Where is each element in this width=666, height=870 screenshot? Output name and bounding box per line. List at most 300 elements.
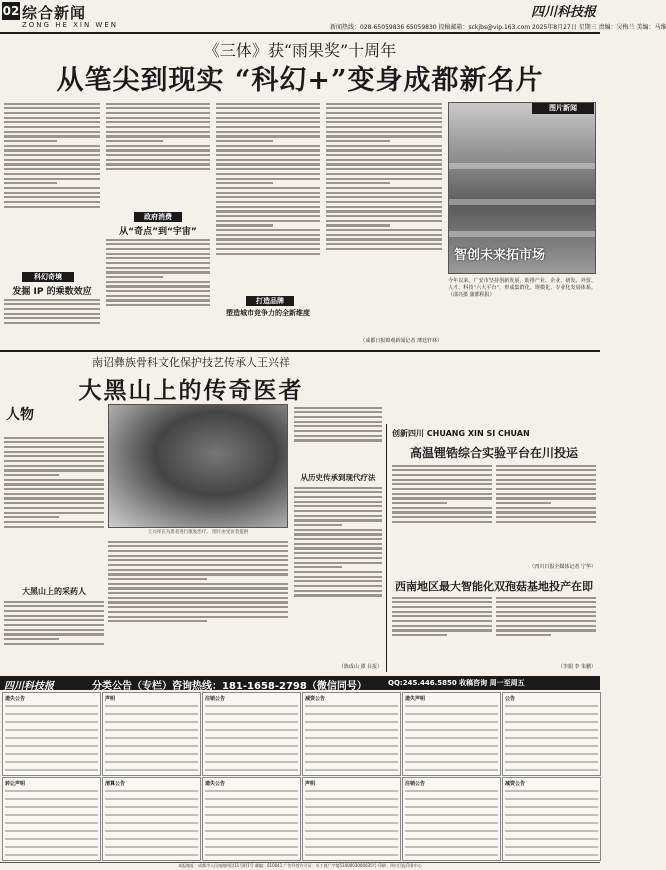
innovation-section-label: 创新四川 CHUANG XIN SI CHUAN [392,429,530,438]
text-line [326,201,442,203]
text-line [216,229,320,231]
text-line [4,187,100,189]
text-line [4,521,104,523]
text-line [106,126,210,128]
classified-ad [302,777,401,861]
classified-ad-title: 遗失公告 [205,781,226,787]
text-line [496,620,596,622]
lead-column-4 [326,100,442,336]
text-line [4,117,100,119]
text-line [305,830,398,832]
text-line [4,516,59,518]
text-line [4,135,100,137]
text-line [294,547,382,549]
text-line [294,421,382,423]
text-line [5,761,98,763]
feature-photo-caption: 王兴祥在为患者进行康复治疗。 图片由受访者提供 [147,530,249,535]
text-line [305,814,398,816]
text-line [105,753,198,755]
feature-column-1 [4,434,104,582]
text-line [4,601,104,603]
text-line [216,182,273,184]
text-line [4,488,104,490]
text-line [216,243,320,245]
classified-ad [2,692,101,776]
text-line [496,625,596,627]
text-line [326,112,442,114]
text-line [106,267,210,269]
text-line [216,135,320,137]
innovation-byline-1: （四川日报全媒体记者 宁华） [529,564,596,570]
text-line [392,615,492,617]
text-line [216,121,320,123]
text-line [4,615,104,617]
text-line [216,126,320,128]
text-line [496,483,596,485]
text-line [326,229,442,231]
text-line [505,737,598,739]
text-line [4,633,104,635]
text-line [294,411,382,413]
text-line [108,578,207,580]
text-line [392,521,492,523]
text-line [105,838,198,840]
text-line [105,854,198,856]
text-line [4,526,104,528]
text-line [326,163,442,165]
text-line [496,597,596,599]
text-line [4,624,104,626]
text-line [305,761,398,763]
classifieds-bar [0,676,600,690]
text-line [505,806,598,808]
text-line [105,737,198,739]
text-line [496,493,596,495]
column-divider [386,424,387,672]
text-line [108,616,288,618]
text-line [205,769,298,771]
text-line [216,234,320,236]
text-line [4,145,100,147]
section-title-en: ZONG HE XIN WEN [22,21,119,29]
photo-news-caption: 智创未来拓市场 [454,248,546,263]
text-line [294,576,382,578]
feature-sub-1: 大黑山上的采药人 [22,587,86,596]
text-line [305,846,398,848]
text-line [505,814,598,816]
text-line [205,729,298,731]
feature-column-2 [108,538,288,672]
text-line [294,501,382,503]
text-line [5,798,98,800]
feature-column-3 [294,404,382,468]
text-line [108,620,207,622]
text-line [4,201,100,203]
text-line [294,529,382,531]
text-line [294,407,382,409]
text-line [496,511,596,513]
classified-ad [2,777,101,861]
text-line [496,629,596,631]
text-line [106,295,210,297]
text-line [106,163,210,165]
text-line [294,510,382,512]
photo-news-tag: 图片新闻 [532,103,594,114]
text-line [205,838,298,840]
text-line [106,112,210,114]
text-line [392,611,492,613]
text-line [294,594,382,596]
text-line [305,737,398,739]
text-line [326,149,442,151]
feature-column-3b [294,484,382,662]
people-column-logo: 人物 [6,407,34,423]
feature-photo [108,404,288,528]
text-line [216,248,320,250]
text-line [305,806,398,808]
text-line [305,798,398,800]
text-line [4,192,100,194]
classified-ad-title: 减资公告 [505,781,526,787]
text-line [4,112,100,114]
text-line [4,465,104,467]
text-line [496,469,596,471]
text-line [106,103,210,105]
text-line [405,753,498,755]
text-line [326,135,442,137]
text-line [326,173,442,175]
classified-ad-title: 注销公告 [405,781,426,787]
text-line [326,248,442,250]
classifieds-logo: 四川科技报 [4,681,54,692]
text-line [496,611,596,613]
text-line [392,516,492,518]
text-line [216,196,320,198]
text-line [505,761,598,763]
text-line [294,425,382,427]
text-line [392,479,492,481]
text-line [4,308,100,310]
text-line [4,313,100,315]
text-line [4,460,104,462]
text-line [5,753,98,755]
classified-ad [502,777,601,861]
feature-byline: （陈成山 谭 目报） [338,664,382,670]
text-line [106,285,210,287]
text-line [294,571,382,573]
text-line [106,276,163,278]
text-line [294,562,382,564]
text-line [405,713,498,715]
text-line [305,822,398,824]
innovation-title-1: 高温锂锆综合实验平台在川投运 [409,446,578,460]
text-line [105,745,198,747]
text-line [392,620,492,622]
text-line [4,126,100,128]
text-line [105,721,198,723]
text-line [5,830,98,832]
text-line [108,583,288,585]
text-line [405,721,498,723]
text-line [205,761,298,763]
text-line [496,516,596,518]
text-line [405,737,498,739]
text-line [205,814,298,816]
text-line [392,597,492,599]
text-line [5,854,98,856]
classified-ad [402,692,501,776]
text-line [4,107,100,109]
text-line [294,552,382,554]
text-line [108,606,288,608]
text-line [216,149,320,151]
lead-sub-c-title: 塑造城市竞争力的全新维度 [226,309,310,317]
text-line [326,121,442,123]
text-line [392,469,492,471]
text-line [392,511,492,513]
text-line [105,713,198,715]
text-line [106,243,210,245]
text-line [505,822,598,824]
text-line [4,451,104,453]
text-line [405,790,498,792]
text-line [216,140,273,142]
text-line [4,159,100,161]
text-line [108,541,288,543]
text-line [216,159,320,161]
text-line [326,154,442,156]
text-line [108,592,288,594]
text-line [5,822,98,824]
text-line [326,126,442,128]
text-line [392,497,492,499]
text-line [205,737,298,739]
text-line [392,474,492,476]
text-line [392,625,492,627]
text-line [4,507,104,509]
text-line [294,566,342,568]
text-line [5,769,98,771]
text-line [4,163,100,165]
text-line [108,555,288,557]
classified-ad [302,692,401,776]
text-line [326,210,442,212]
text-line [4,317,100,319]
text-line [216,215,320,217]
text-line [405,705,498,707]
text-line [106,135,210,137]
text-line [294,496,382,498]
text-line [216,238,320,240]
text-line [505,798,598,800]
text-line [106,117,210,119]
text-line [505,790,598,792]
classified-ad-title: 遗失公告 [5,696,26,702]
text-line [108,601,288,603]
text-line [294,543,382,545]
text-line [216,154,320,156]
text-line [305,745,398,747]
text-line [294,439,382,441]
text-line [4,131,100,133]
text-line [505,769,598,771]
text-line [305,769,398,771]
text-line [205,798,298,800]
text-line [216,192,320,194]
classified-ad-title: 减资公告 [305,696,326,702]
text-line [106,299,210,301]
text-line [392,502,447,504]
text-line [326,196,442,198]
text-line [305,753,398,755]
text-line [294,430,382,432]
text-line [106,290,210,292]
page-number: 02 [2,4,20,18]
text-line [326,159,442,161]
classified-ad-title: 声明 [305,781,316,787]
text-line [5,806,98,808]
text-line [216,187,320,189]
text-line [216,220,320,222]
text-line [294,557,382,559]
text-line [326,182,390,184]
text-line [4,455,104,457]
text-line [5,814,98,816]
text-line [205,705,298,707]
text-line [216,163,320,165]
text-line [108,550,288,552]
feature-column-1b [4,598,104,672]
text-line [392,493,492,495]
masthead-info: 新闻热线：028-65059836 65059830 投稿邮箱：sckjbs@vip.163.com 2025年8月27日 星期三 责编：吴梅兰 美编：马维 [330,24,666,31]
text-line [294,491,382,493]
text-line [505,721,598,723]
text-line [4,638,59,640]
text-line [106,262,210,264]
paper-logo: 四川科技报 [530,5,596,20]
classifieds-title: 分类公告（专栏）咨询热线：181-1658-2798（微信同号） [92,681,367,692]
text-line [5,721,98,723]
text-line [4,493,104,495]
text-line [4,441,104,443]
text-line [496,507,596,509]
text-line [106,121,210,123]
text-line [4,483,104,485]
text-line [216,112,320,114]
page-footer: 本报地址：成都市人民南路四段11号附1号 邮编：610041 广告经营许可证：川工商广字第5100003000035号 印刷：四川日报印务中心 [0,862,600,870]
text-line [216,178,320,180]
text-line [5,745,98,747]
text-line [392,483,492,485]
text-line [4,206,100,208]
text-line [5,846,98,848]
text-line [105,814,198,816]
lead-column-2b [106,236,210,346]
lead-sub-b-title: 从“奇点”到“宇宙” [119,227,197,237]
text-line [5,737,98,739]
classifieds-qq: QQ:245.446.5850 收稿咨询 周一至周五 [388,679,525,687]
innovation-title-2: 西南地区最大智能化双孢菇基地投产在即 [395,580,593,593]
text-line [4,178,100,180]
text-line [216,253,320,255]
text-line [216,145,320,147]
text-line [4,149,100,151]
text-line [496,634,551,636]
lead-sub-b-tag: 政府消费 [134,212,182,222]
text-line [496,606,596,608]
text-line [294,519,382,521]
text-line [326,243,442,245]
classified-ad [402,777,501,861]
text-line [326,224,390,226]
text-line [405,745,498,747]
text-line [405,822,498,824]
text-line [405,798,498,800]
text-line [392,465,492,467]
text-line [108,597,288,599]
text-line [5,729,98,731]
text-line [496,479,596,481]
text-line [216,168,320,170]
text-line [4,182,57,184]
text-line [4,168,100,170]
text-line [4,154,100,156]
text-line [326,140,390,142]
text-line [294,487,382,489]
classified-ad [102,692,201,776]
text-line [496,497,596,499]
text-line [405,729,498,731]
section-divider [0,350,600,352]
classified-ad-title: 注销公告 [205,696,226,702]
text-line [106,159,210,161]
text-line [4,512,104,514]
text-line [216,206,320,208]
photo-news-note: 今年以来，广安市坚持创新发展，助推产业、企业、研发、外贸、人才、科技“六大平台”，形成集群化、规模化、专业化发展体系。（邵亮摄 蒲都程报） [448,278,596,299]
lead-byline: （成都日报锦观新闻记者 薄廷轩林） [360,338,442,344]
text-line [294,435,382,437]
text-line [326,220,442,222]
text-line [505,838,598,840]
text-line [4,497,104,499]
text-line [4,474,59,476]
text-line [106,271,210,273]
text-line [4,446,104,448]
text-line [305,854,398,856]
text-line [4,469,104,471]
text-line [405,814,498,816]
text-line [505,729,598,731]
text-line [392,629,492,631]
text-line [105,830,198,832]
text-line [405,761,498,763]
innovation-byline-2: （李娟 李 朱鹏） [557,664,596,670]
text-line [5,790,98,792]
text-line [106,239,210,241]
lead-kicker: 《三体》获“雨果奖”十周年 [203,41,397,60]
text-line [216,117,320,119]
text-line [216,103,320,105]
text-line [392,606,492,608]
text-line [106,149,210,151]
text-line [505,705,598,707]
classified-ad [102,777,201,861]
lead-column-1b [4,296,100,346]
text-line [4,121,100,123]
text-line [505,830,598,832]
text-line [205,721,298,723]
text-line [106,253,210,255]
